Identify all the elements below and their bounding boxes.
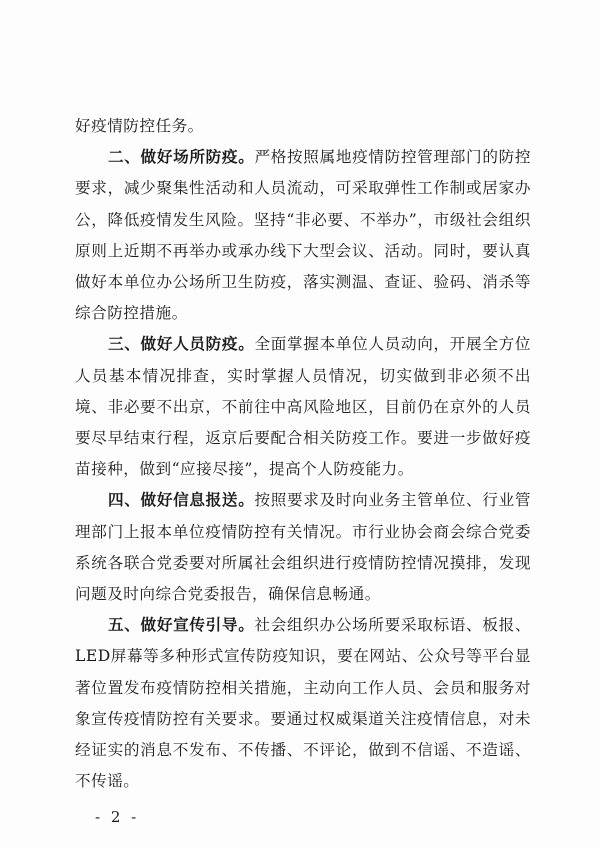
lead-text: 好疫情防控任务。 xyxy=(75,117,204,135)
page-number: - 2 - xyxy=(95,808,140,826)
section-body-3: 全面掌握本单位人员动向，开展全方位人员基本情况排查，实时掌握人员情况，切实做到非必须不出境、非必要不出京，不前往中高风险地区，目前仍在京外的人员要尽早结束行程，返京后要配合相关防疫工作。要进一步做好疫苗接种，做到“应接尽接”，提高个人防疫能力。 xyxy=(75,335,531,479)
lead-paragraph xyxy=(75,111,531,142)
section-heading-5: 五、做好宣传引导。 xyxy=(108,616,255,635)
section-paragraph-4 xyxy=(75,485,531,610)
section-body-2: 严格按照属地疫情防控管理部门的防控要求，减少聚集性活动和人员流动，可采取弹性工作制或居家办公，降低疫情发生风险。坚持“非必要、不举办”，市级社会组织原则上近期不再举办或承办线下大型会议、活动。同时，要认真做好本单位办公场所卫生防疫，落实测温、查证、验码、消杀等综合防控措施。 xyxy=(75,148,531,323)
section-body-5: 社会组织办公场所要采取标语、板报、LED屏幕等多种形式宣传防疫知识，要在网站、公众号等平台显著位置发布疫情防控相关措施，主动向工作人员、会员和服务对象宣传疫情防控有关要求。要通过权威渠道关注疫情信息，对未经证实的消息不发布、不传播、不评论，做到不信谣、不造谣、不传谣。 xyxy=(75,616,531,791)
section-heading-2: 二、做好场所防疫。 xyxy=(108,148,255,167)
document-body xyxy=(75,111,531,797)
section-body-4: 按照要求及时向业务主管单位、行业管理部门上报本单位疫情防控有关情况。市行业协会商会综合党委系统各联合党委要对所属社会组织进行疫情防控情况摸排，发现问题及时向综合党委报告，确保信息畅通。 xyxy=(75,491,531,604)
section-paragraph-3 xyxy=(75,329,531,485)
section-paragraph-2 xyxy=(75,142,531,329)
section-heading-4: 四、做好信息报送。 xyxy=(108,491,255,510)
section-paragraph-5 xyxy=(75,610,531,797)
section-heading-3: 三、做好人员防疫。 xyxy=(108,335,255,354)
